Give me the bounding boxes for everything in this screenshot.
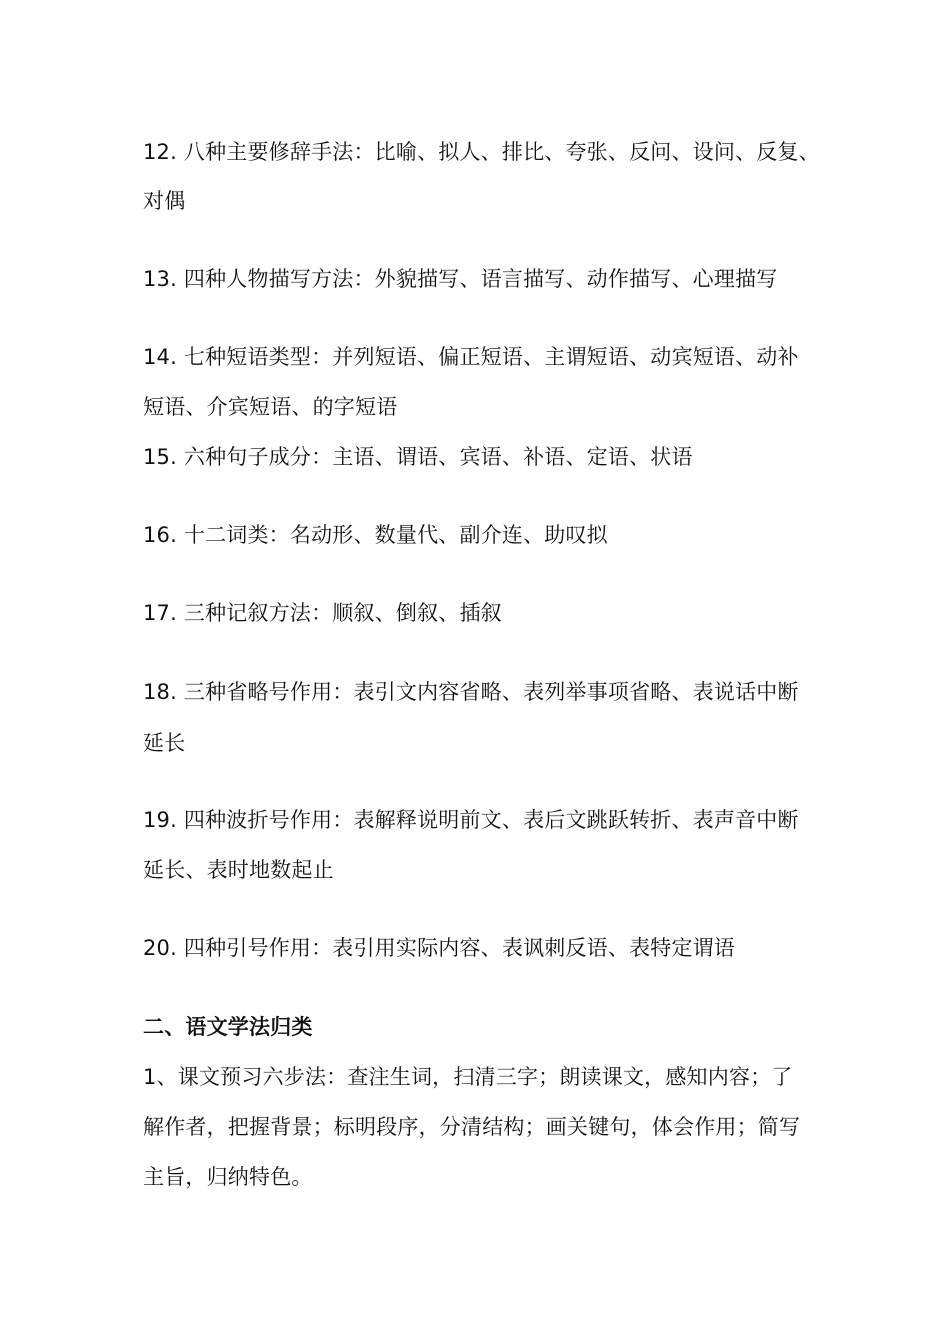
- item-17-line-1: 17. 三种记叙方法：顺叙、倒叙、插叙: [143, 601, 502, 625]
- item-19-line-2: 延长、表时地数起止: [143, 858, 334, 882]
- item-20-line-1: 20. 四种引号作用：表引用实际内容、表讽刺反语、表特定谓语: [143, 936, 736, 960]
- item-18-line-1: 18. 三种省略号作用：表引文内容省略、表列举事项省略、表说话中断: [143, 680, 799, 704]
- item-13-line-1: 13. 四种人物描写方法：外貌描写、语言描写、动作描写、心理描写: [143, 267, 778, 291]
- item-14-line-2: 短语、介宾短语、的字短语: [143, 395, 398, 419]
- item-12-line-2: 对偶: [143, 189, 186, 213]
- section-2-paragraph-1-line-1: 1、课文预习六步法：查注生词，扫清三字；朗读课文，感知内容；了: [143, 1065, 793, 1089]
- item-15-line-1: 15. 六种句子成分：主语、谓语、宾语、补语、定语、状语: [143, 445, 693, 469]
- item-12-line-1: 12. 八种主要修辞手法：比喻、拟人、排比、夸张、反问、设问、反复、: [143, 140, 820, 164]
- item-18-line-2: 延长: [143, 731, 186, 755]
- section-2-paragraph-1-line-2: 解作者，把握背景；标明段序，分清结构；画关键句，体会作用；简写: [143, 1115, 801, 1139]
- section-2-paragraph-1-line-3: 主旨，归纳特色。: [143, 1165, 313, 1189]
- item-19-line-1: 19. 四种波折号作用：表解释说明前文、表后文跳跃转折、表声音中断: [143, 808, 799, 832]
- item-16-line-1: 16. 十二词类：名动形、数量代、副介连、助叹拟: [143, 523, 608, 547]
- section-2-heading: 二、语文学法归类: [143, 1015, 313, 1039]
- item-14-line-1: 14. 七种短语类型：并列短语、偏正短语、主谓短语、动宾短语、动补: [143, 345, 799, 369]
